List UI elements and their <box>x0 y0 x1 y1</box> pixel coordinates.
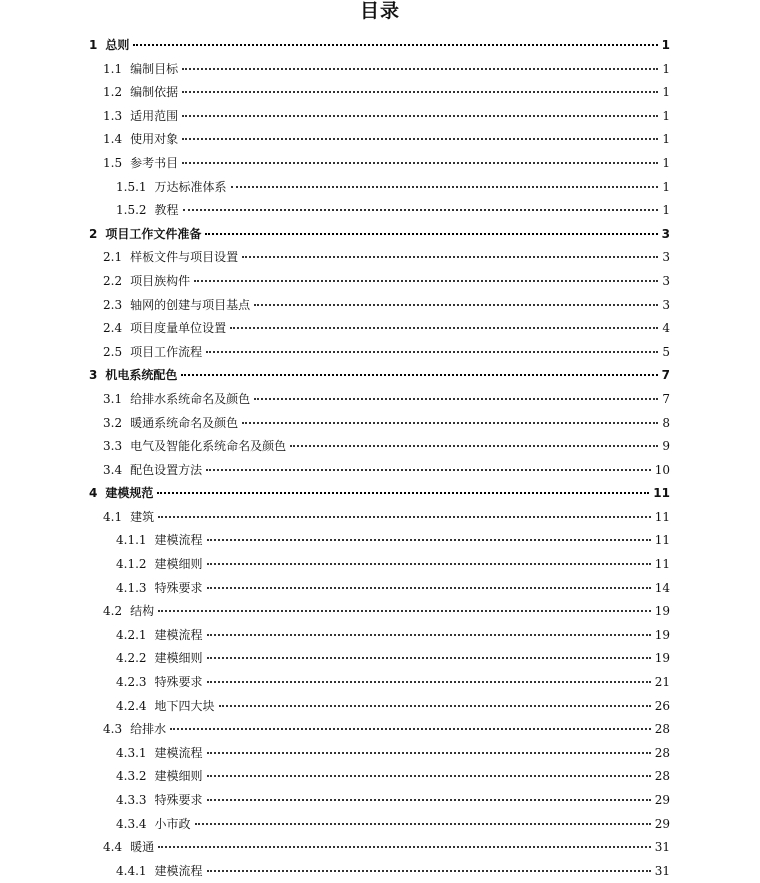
toc-entry-page-number: 11 <box>653 486 670 501</box>
toc-dot-leader <box>207 634 651 636</box>
toc-entry-number: 4.2.2 <box>116 651 147 666</box>
toc-entry[interactable] <box>0 270 760 294</box>
toc-dot-leader <box>182 138 658 140</box>
toc-entry-number: 2.1 <box>103 250 123 265</box>
toc-entry[interactable] <box>0 860 760 883</box>
toc-entry-page-number: 29 <box>654 793 670 807</box>
toc-entry-number: 4.4.1 <box>116 863 147 878</box>
toc-entry-title: 编制目标 <box>130 61 179 76</box>
toc-entry-title: 建模流程 <box>154 627 203 642</box>
toc-entry-number: 4.3.3 <box>116 793 147 807</box>
toc-entry[interactable] <box>0 529 760 553</box>
toc-entry-page-number: 11 <box>654 509 670 524</box>
toc-entry-page-number: 1 <box>662 203 670 218</box>
toc-entry-page-number: 28 <box>654 769 670 784</box>
toc-dot-leader <box>195 823 651 825</box>
toc-entry-number: 1.3 <box>103 108 123 123</box>
toc-entry[interactable] <box>0 718 760 742</box>
toc-entry-page-number: 3 <box>662 297 670 312</box>
toc-entry[interactable] <box>0 199 760 223</box>
toc-entry[interactable] <box>0 553 760 577</box>
toc-entry-number: 3 <box>89 368 98 383</box>
toc-dot-leader <box>182 115 658 117</box>
toc-entry[interactable] <box>0 364 760 388</box>
toc-entry-page-number: 7 <box>662 391 670 406</box>
toc-dot-leader <box>207 539 651 541</box>
toc-entry-number: 4.2.4 <box>116 698 147 713</box>
toc-entry[interactable] <box>0 176 760 200</box>
toc-entry[interactable] <box>0 600 760 624</box>
toc-dot-leader <box>207 799 651 801</box>
toc-dot-leader <box>231 186 659 188</box>
toc-entry[interactable] <box>0 58 760 82</box>
toc-entry-title: 使用对象 <box>130 132 179 147</box>
toc-entry-page-number: 28 <box>654 722 670 737</box>
toc-entry-page-number: 31 <box>654 840 670 855</box>
toc-entry-page-number: 5 <box>662 344 670 359</box>
toc-entry-title: 建筑 <box>130 509 155 524</box>
toc-entry-title: 结构 <box>130 604 155 619</box>
toc-entry-title: 样板文件与项目设置 <box>130 250 239 265</box>
toc-entry-title: 教程 <box>154 203 179 218</box>
toc-entry[interactable] <box>0 223 760 247</box>
toc-entry[interactable] <box>0 459 760 483</box>
toc-dot-leader <box>219 705 651 707</box>
toc-entry-page-number: 19 <box>654 604 670 619</box>
toc-entry-number: 2.2 <box>103 273 123 288</box>
toc-entry[interactable] <box>0 435 760 459</box>
page-title: 目录 <box>359 0 400 22</box>
toc-entry[interactable] <box>0 412 760 436</box>
toc-entry[interactable] <box>0 317 760 341</box>
toc-entry-page-number: 11 <box>654 557 670 572</box>
toc-entry-title: 参考书目 <box>130 155 179 170</box>
toc-entry-title: 适用范围 <box>130 108 179 123</box>
toc-entry[interactable] <box>0 836 760 860</box>
toc-entry-number: 1.1 <box>103 61 123 76</box>
toc-entry-title: 给排水系统命名及颜色 <box>130 391 251 406</box>
toc-entry[interactable] <box>0 246 760 270</box>
toc-entry-title: 暖通系统命名及颜色 <box>130 415 239 430</box>
toc-dot-leader <box>254 398 658 400</box>
toc-entry-title: 项目度量单位设置 <box>130 321 227 336</box>
toc-entry-number: 4.1 <box>103 509 123 524</box>
toc-entry[interactable] <box>0 81 760 105</box>
toc-entry-number: 4.3.2 <box>116 769 147 784</box>
toc-entry-page-number: 10 <box>654 462 670 477</box>
toc-entry-page-number: 31 <box>654 863 670 878</box>
toc-entry-page-number: 3 <box>662 250 670 265</box>
toc-dot-leader <box>207 870 651 872</box>
toc-entry-title: 建模流程 <box>154 745 203 760</box>
toc-dot-leader <box>242 422 658 424</box>
toc-dot-leader <box>158 610 651 612</box>
toc-dot-leader <box>194 280 658 282</box>
toc-entry-page-number: 1 <box>662 155 670 170</box>
toc-dot-leader <box>206 469 651 471</box>
toc-entry-title: 建模流程 <box>154 863 203 878</box>
toc-entry-number: 3.4 <box>103 462 123 477</box>
toc-entry[interactable] <box>0 388 760 412</box>
toc-entry-title: 建模细则 <box>154 769 203 784</box>
toc-entry-number: 1.5.2 <box>116 203 147 218</box>
toc-dot-leader <box>230 327 658 329</box>
toc-entry-page-number: 4 <box>662 321 670 336</box>
toc-entry-title: 电气及智能化系统命名及颜色 <box>130 439 287 454</box>
toc-entry[interactable] <box>0 105 760 129</box>
toc-entry-title: 给排水 <box>130 722 167 737</box>
toc-entry[interactable] <box>0 647 760 671</box>
toc-entry[interactable] <box>0 695 760 719</box>
toc-entry-number: 1.5 <box>103 155 123 170</box>
toc-entry-page-number: 19 <box>654 627 670 642</box>
toc-entry-number: 1.5.1 <box>116 179 147 194</box>
toc-entry-page-number: 7 <box>661 368 670 383</box>
toc-entry[interactable] <box>0 506 760 530</box>
toc-entry-title: 暖通 <box>130 840 155 855</box>
toc-entry-number: 4.1.3 <box>116 580 147 595</box>
toc-dot-leader <box>206 351 658 353</box>
toc-entry-page-number: 14 <box>654 580 670 595</box>
toc-entry[interactable] <box>0 294 760 318</box>
toc-dot-leader <box>207 752 651 754</box>
toc-entry-title: 建模流程 <box>154 533 203 548</box>
toc-entry-number: 4.1.2 <box>116 557 147 572</box>
toc-entry-title: 项目工作流程 <box>130 344 203 359</box>
toc-entry-number: 3.3 <box>103 439 123 454</box>
toc-entry[interactable] <box>0 341 760 365</box>
toc-entry-page-number: 9 <box>662 439 670 454</box>
toc-entry-page-number: 1 <box>662 179 670 194</box>
toc-entry[interactable] <box>0 577 760 601</box>
toc-entry-number: 1.2 <box>103 85 123 100</box>
toc-entry-title: 特殊要求 <box>154 793 203 807</box>
toc-entry-page-number: 21 <box>654 675 670 690</box>
toc-entry[interactable] <box>0 34 760 58</box>
toc-entry-number: 3.2 <box>103 415 123 430</box>
toc-entry-page-number: 11 <box>654 533 670 548</box>
toc-entry-title: 总则 <box>105 38 130 52</box>
toc-entry[interactable] <box>0 765 760 789</box>
toc-entry-number: 2 <box>89 226 98 241</box>
toc-dot-leader <box>207 563 651 565</box>
toc-entry-page-number: 8 <box>662 415 670 430</box>
toc-entry-page-number: 29 <box>654 816 670 831</box>
toc-entry-page-number: 1 <box>662 132 670 147</box>
toc-dot-leader <box>183 209 659 211</box>
toc-entry-title: 建模细则 <box>154 651 203 666</box>
toc-entry-number: 4 <box>89 486 98 501</box>
toc-entry-page-number: 3 <box>662 273 670 288</box>
toc-entry-number: 4.2 <box>103 604 123 619</box>
toc-entry-title: 地下四大块 <box>154 698 215 713</box>
toc-entry-title: 轴网的创建与项目基点 <box>130 297 251 312</box>
toc-entry-title: 机电系统配色 <box>105 368 178 383</box>
toc-entry-number: 4.3 <box>103 722 123 737</box>
toc-dot-leader <box>170 728 651 730</box>
toc-entry-number: 4.3.4 <box>116 816 147 831</box>
toc-dot-leader <box>158 846 651 848</box>
toc-entry-title: 小市政 <box>154 816 191 831</box>
toc-entry-page-number: 3 <box>661 226 670 241</box>
toc-entry-number: 2.3 <box>103 297 123 312</box>
toc-entry[interactable] <box>0 128 760 152</box>
toc-entry-title: 配色设置方法 <box>130 462 203 477</box>
toc-entry-number: 4.1.1 <box>116 533 147 548</box>
toc-entry-title: 建模规范 <box>105 486 154 501</box>
toc-entry-number: 2.5 <box>103 344 123 359</box>
toc-dot-leader <box>207 587 651 589</box>
toc-dot-leader <box>181 374 657 376</box>
toc-entry[interactable] <box>0 671 760 695</box>
toc-entry-title: 特殊要求 <box>154 675 203 690</box>
toc-entry[interactable] <box>0 482 760 506</box>
toc-dot-leader <box>133 44 657 46</box>
toc-entry-page-number: 28 <box>654 745 670 760</box>
toc-entry[interactable] <box>0 152 760 176</box>
toc-entry-page-number: 26 <box>654 698 670 713</box>
toc-dot-leader <box>158 516 651 518</box>
toc-dot-leader <box>207 657 651 659</box>
toc-entry-number: 2.4 <box>103 321 123 336</box>
toc-dot-leader <box>182 91 658 93</box>
toc-dot-leader <box>182 162 658 164</box>
toc-entry-number: 4.4 <box>103 840 123 855</box>
toc-entry-title: 建模细则 <box>154 557 203 572</box>
toc-entry-title: 编制依据 <box>130 85 179 100</box>
toc-dot-leader <box>254 304 658 306</box>
toc-entry-number: 1 <box>89 38 98 52</box>
toc-entry-page-number: 1 <box>662 85 670 100</box>
toc-entry-page-number: 1 <box>662 108 670 123</box>
toc-dot-leader <box>242 256 658 258</box>
toc-dot-leader <box>290 445 658 447</box>
toc-entry[interactable] <box>0 813 760 837</box>
toc-entry-page-number: 1 <box>661 38 670 52</box>
toc-entry-number: 1.4 <box>103 132 123 147</box>
toc-entry-page-number: 19 <box>654 651 670 666</box>
toc-entry[interactable] <box>0 742 760 766</box>
toc-entry-number: 4.2.3 <box>116 675 147 690</box>
toc-entry-number: 3.1 <box>103 391 123 406</box>
toc-dot-leader <box>207 681 651 683</box>
toc-entry-page-number: 1 <box>662 61 670 76</box>
table-of-contents <box>0 34 760 883</box>
toc-dot-leader <box>205 233 657 235</box>
toc-dot-leader <box>207 775 651 777</box>
toc-entry-title: 项目工作文件准备 <box>105 226 202 241</box>
toc-dot-leader <box>182 68 658 70</box>
toc-dot-leader <box>157 492 649 494</box>
toc-entry[interactable] <box>0 624 760 648</box>
toc-entry[interactable] <box>0 789 760 813</box>
toc-entry-number: 4.2.1 <box>116 627 147 642</box>
toc-entry-title: 项目族构件 <box>130 273 191 288</box>
toc-entry-title: 万达标准体系 <box>154 179 227 194</box>
toc-entry-title: 特殊要求 <box>154 580 203 595</box>
toc-entry-number: 4.3.1 <box>116 745 147 760</box>
